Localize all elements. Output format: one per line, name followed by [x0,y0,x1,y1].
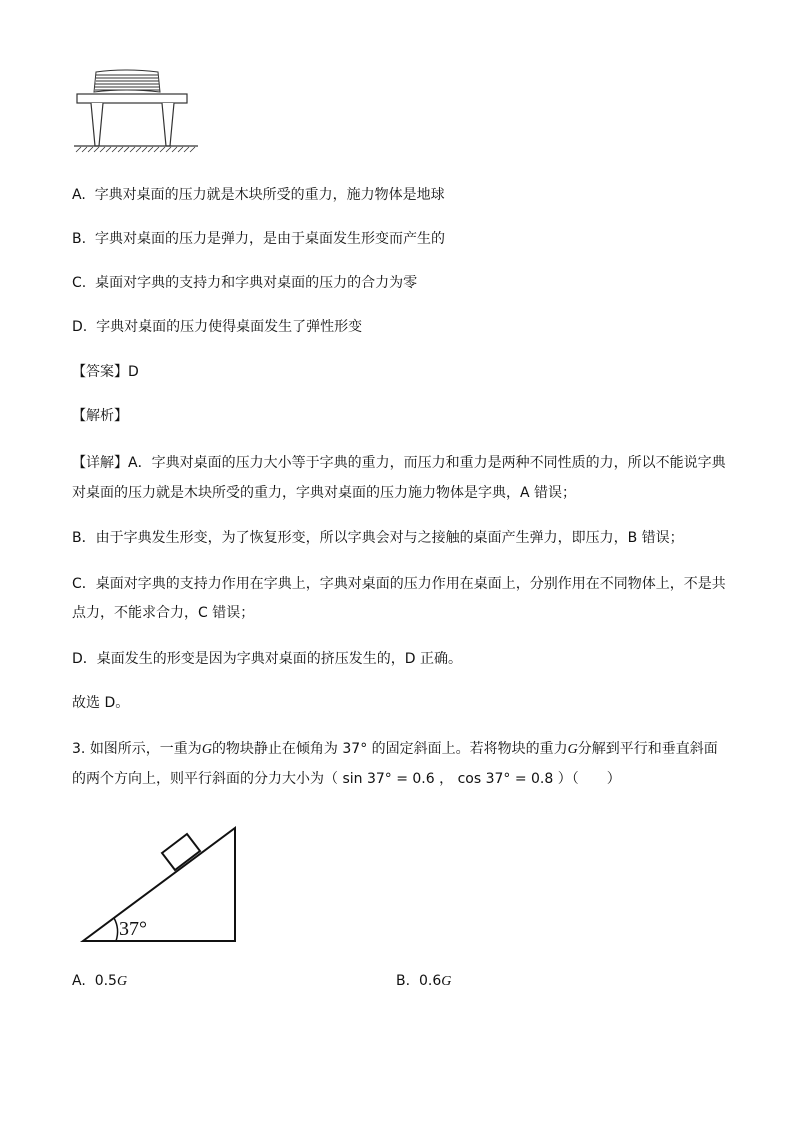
incline-figure [80,825,240,945]
stem-text: 分解到平行和垂直斜面 [577,741,718,757]
detail-text: 点力，不能求合力，C 错误； [72,605,255,621]
table-top [77,94,187,103]
option-text: 桌面对字典的支持力和字典对桌面的压力的合力为零 [95,275,418,291]
option-label: C. [72,275,87,291]
option-label: A. [72,973,86,989]
detail-text: D．桌面发生的形变是因为字典对桌面的挤压发生的，D 正确。 [72,651,463,667]
q3-option-a [72,971,127,992]
variable-g: G [441,974,452,989]
q3-stem-line-2 [72,769,621,789]
option-text: 字典对桌面的压力是弹力，是由于桌面发生形变而产生的 [94,231,445,247]
answer-line [72,362,139,382]
ground-hatching [76,147,195,152]
conclusion-line [72,693,129,713]
answer-tag: 【答案】 [72,364,128,380]
stem-text: 的物块静止在倾角为 37° 的固定斜面上。若将物块的重力 [211,741,568,757]
option-label: B. [72,231,87,247]
option-value: 0.6 [418,973,442,989]
detail-text: 对桌面的压力就是木块所受的重力，字典对桌面的压力施力物体是字典，A 错误； [72,485,577,501]
q3-option-b [396,971,451,992]
detail-line-6 [72,649,462,669]
q2-option-b [72,229,445,249]
question-number: 3. [72,741,86,757]
q2-option-c [72,273,417,293]
detail-line-5 [72,603,254,623]
option-label: D. [72,319,88,335]
detail-line-4 [72,574,726,594]
table-leg-left [91,103,103,146]
q2-option-a [72,185,445,205]
table-leg-right [162,103,174,146]
variable-g: G [567,742,578,757]
analysis-heading [72,406,128,426]
detail-line-3 [72,528,684,548]
dictionary-on-table-figure [74,66,204,156]
option-text: 字典对桌面的压力使得桌面发生了弹性形变 [96,319,363,335]
detail-text: C．桌面对字典的支持力作用在字典上，字典对桌面的压力作用在桌面上，分别作用在不同物体上，不是共 [72,576,726,592]
detail-line-2 [72,483,576,503]
stem-text: 如图所示，一重为 [89,741,202,757]
q2-option-d [72,317,362,337]
option-label: A. [72,187,86,203]
detail-line-1 [72,453,726,473]
answer-value: D [128,364,139,380]
analysis-tag: 【解析】 [72,408,128,424]
q3-stem-line-1 [72,739,718,760]
incline-triangle [83,828,235,941]
stem-text: 的两个方向上，则平行斜面的分力大小为（ sin 37° = 0.6 ， cos 37° = 0.8 ）（ ） [72,771,621,787]
conclusion-text: 故选 D。 [72,695,130,711]
option-value: 0.5 [94,973,117,989]
detail-text: A．字典对桌面的压力大小等于字典的重力，而压力和重力是两种不同性质的力，所以不能说字典 [128,455,726,471]
option-label: B. [396,973,411,989]
variable-g: G [116,974,128,989]
angle-label: 37° [119,918,147,940]
detail-tag: 【详解】 [72,455,128,471]
option-text: 字典对桌面的压力就是木块所受的重力，施力物体是地球 [94,187,445,203]
dictionary-icon [94,70,160,92]
detail-text: B．由于字典发生形变，为了恢复形变，所以字典会对与之接触的桌面产生弹力，即压力，B 错误； [72,530,684,546]
variable-g: G [201,742,212,757]
